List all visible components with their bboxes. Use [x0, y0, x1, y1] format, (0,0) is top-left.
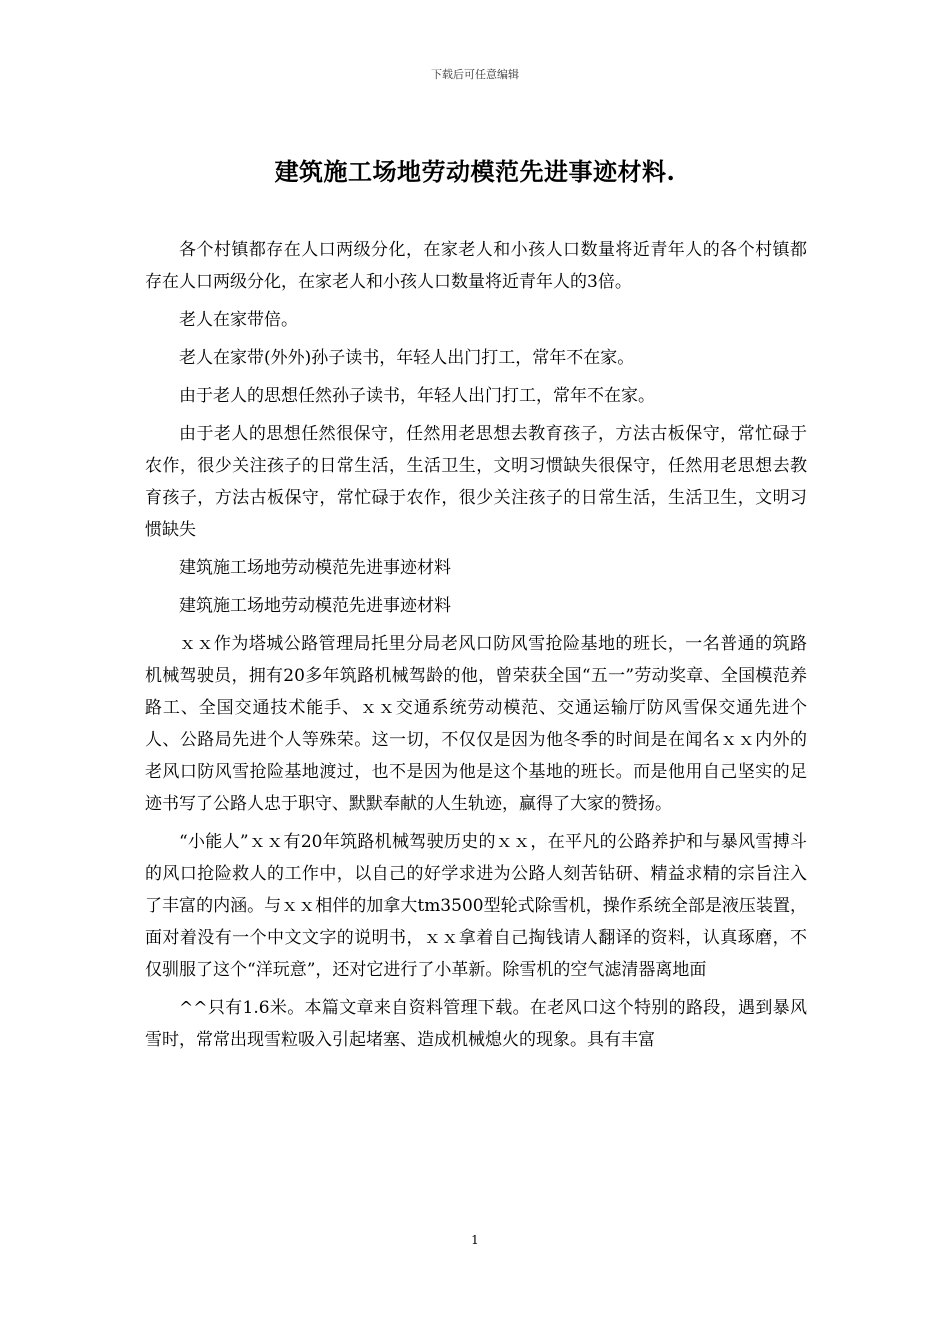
paragraph: 建筑施工场地劳动模范先进事迹材料 — [179, 558, 451, 578]
paragraph: 老人在家带(外外)孙子读书，年轻人出门打工，常年不在家。 — [179, 348, 635, 368]
document-title: 建筑施工场地劳动模范先进事迹材料. — [274, 157, 676, 186]
paragraph: 各个村镇都存在人口两级分化，在家老人和小孩人口数量将近青年人的各个村镇都存在人口两级分化，在家老人和小孩人口数量将近青年人的3倍。 — [145, 240, 807, 292]
paragraph: “小能人”ｘｘ有20年筑路机械驾驶历史的ｘｘ，在平凡的公路养护和与暴风雪搏斗的风口抢险救人的工作中，以自己的好学求进为公路人刻苦钻研、精益求精的宗旨注入了丰富的内涵。与ｘｘ相伴的加拿大tm3500型轮式除雪机，操作系统全部是液压装置，面对着没有一个中文文字的说明书，ｘｘ拿着自己掏钱请人翻译的资料，认真琢磨，不仅驯服了这个“洋玩意”，还对它进行了小革新。除雪机的空气滤清器离地面 — [145, 832, 807, 980]
paragraph: 由于老人的思想任然孙子读书，年轻人出门打工，常年不在家。 — [179, 386, 655, 406]
page-header: 下载后可任意编辑 — [431, 68, 519, 81]
page-number: 1 — [471, 1233, 479, 1247]
paragraph: 老人在家带倍。 — [179, 310, 298, 330]
paragraph: 由于老人的思想任然很保守，任然用老思想去教育孩子，方法古板保守，常忙碌于农作，很少关注孩子的日常生活，生活卫生，文明习惯缺失很保守，任然用老思想去教育孩子，方法古板保守，常忙碌于农作，很少关注孩子的日常生活，生活卫生，文明习惯缺失 — [145, 424, 807, 540]
paragraph: ｘｘ作为塔城公路管理局托里分局老风口防风雪抢险基地的班长，一名普通的筑路机械驾驶员，拥有20多年筑路机械驾龄的他，曾荣获全国“五一”劳动奖章、全国模范养路工、全国交通技术能手、ｘｘ交通系统劳动模范、交通运输厅防风雪保交通先进个人、公路局先进个人等殊荣。这一切，不仅仅是因为他冬季的时间是在闻名ｘｘ内外的老风口防风雪抢险基地渡过，也不是因为他是这个基地的班长。而是他用自己坚实的足迹书写了公路人忠于职守、默默奉献的人生轨迹，赢得了大家的赞扬。 — [145, 634, 807, 814]
paragraph: ^^只有1.6米。本篇文章来自资料管理下载。在老风口这个特别的路段，遇到暴风雪时，常常出现雪粒吸入引起堵塞、造成机械熄火的现象。具有丰富 — [145, 998, 807, 1050]
document-body — [145, 234, 807, 1062]
paragraph: 建筑施工场地劳动模范先进事迹材料 — [179, 596, 451, 616]
